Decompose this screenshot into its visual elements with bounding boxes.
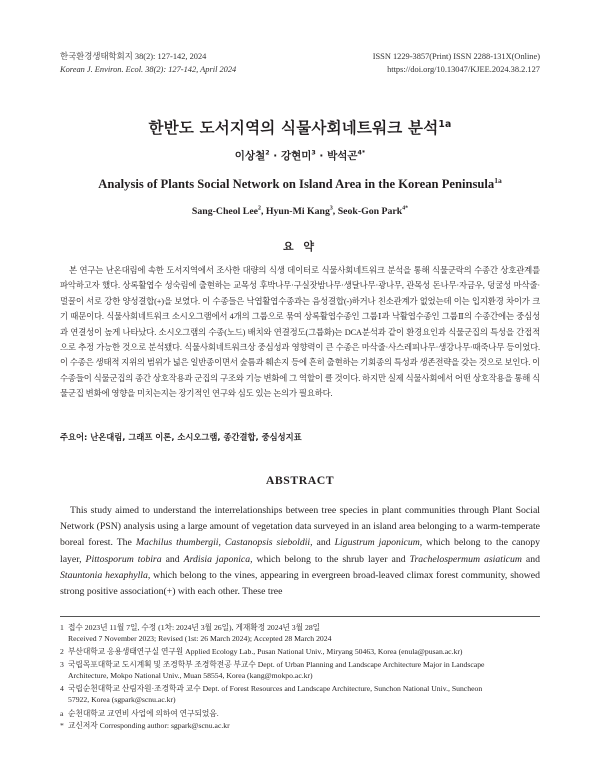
author-separator: · xyxy=(315,150,328,162)
keywords: 주요어: 난온대림, 그래프 이론, 소시오그램, 종간결합, 중심성지표 xyxy=(60,432,302,442)
author-separator: · xyxy=(269,150,281,162)
footnote-text: 접수 2023년 11월 7일, 수정 (1차: 2024년 3월 26일), 게재확정 2024년 3월 28일 xyxy=(68,623,321,632)
footnote-mark: 4 xyxy=(60,684,64,693)
footnote-mark: 1 xyxy=(60,623,64,632)
journal-citation-ko: 한국환경생태학회지 38(2): 127-142, 2024 xyxy=(60,52,207,61)
abstract-text-segment: which belong to the shrub layer and xyxy=(252,553,410,565)
abstract-english-heading: ABSTRACT xyxy=(265,473,335,487)
author-en-affiliation-mark: 3 xyxy=(329,205,333,212)
author-separator: , xyxy=(332,206,338,217)
species-name: Stauntonia hexaphylla, xyxy=(60,569,151,581)
author-ko-affiliation-mark: 4* xyxy=(357,149,366,157)
title-english-footnote-mark: 1a xyxy=(494,175,502,185)
abstract-text-segment: and xyxy=(161,553,184,565)
journal-citation-en: Korean J. Environ. Ecol. 38(2): 127-142, April 2024 xyxy=(60,65,237,74)
title-korean: 한반도 도서지역의 식물사회네트워크 분석$^{1a}$ xyxy=(148,118,452,137)
title-english: Analysis of Plants Social Network on Island Area in the Korean Peninsula$^{1a}$ xyxy=(98,175,502,191)
footnote-mark: a xyxy=(60,709,64,718)
footnote-text: Received 7 November 2023; Revised (1st: 26 March 2024); Accepted 28 March 2024 xyxy=(68,634,332,644)
author-ko-affiliation-mark: 2 xyxy=(265,149,270,157)
footnote-4 xyxy=(60,708,550,719)
species-name: Ligustrum japonicum, xyxy=(334,537,423,549)
footnote-1 xyxy=(60,646,550,657)
author-separator: , xyxy=(260,206,266,217)
species-name: Trachelospermum asiaticum xyxy=(409,553,522,565)
footnote-mark: 3 xyxy=(60,660,64,669)
doi-link[interactable]: https://doi.org/10.13047/KJEE.2024.38.2.127 xyxy=(387,65,540,74)
author-en-affiliation-mark: 4* xyxy=(402,205,409,212)
title-korean-footnote-mark: 1a xyxy=(438,118,452,130)
footnote-text: 국립순천대학교 산림자원·조경학과 교수 Dept. of Forest Resources and Landscape Architecture, Sunchon National Univ., Suncheon xyxy=(68,684,483,693)
abstract-text-segment: and xyxy=(521,553,540,565)
footnote-text: 순천대학교 교연비 사업에 의하여 연구되었음. xyxy=(68,709,219,718)
authors-english xyxy=(0,206,600,217)
issn-line: ISSN 1229-3857(Print) ISSN 2288-131X(Online) xyxy=(372,52,540,61)
footnote-text: 57922, Korea (sgpark@scnu.ac.kr) xyxy=(68,695,176,705)
abstract-english-body xyxy=(60,503,540,600)
footnote-5 xyxy=(60,720,550,731)
abstract-text-segment: which belong to the vines, appearing in evergreen broad-leaved climax forest community, showed strong positive association(+) with each other. These tree xyxy=(60,569,540,598)
author-ko-affiliation-mark: 3 xyxy=(311,149,316,157)
footnote-text: 부산대학교 응용생태연구실 연구원 Applied Ecology Lab., Pusan National Univ., Miryang 50463, Korea (enula@pusan.ac.kr) xyxy=(68,647,463,656)
author-en-affiliation-mark: 2 xyxy=(258,205,261,212)
author-en-name: Seok-Gon Park xyxy=(337,206,403,217)
footnote-text: Architecture, Mokpo National Univ., Muan 58554, Korea (kang@mokpo.ac.kr) xyxy=(68,671,313,681)
species-name: Pittosporum tobira xyxy=(85,553,162,565)
footnote-3 xyxy=(60,683,550,705)
footnote-mark: 2 xyxy=(60,647,64,656)
footnote-divider xyxy=(60,616,540,617)
author-en-name: Hyun-Mi Kang xyxy=(265,206,330,217)
abstract-korean-body: 본 연구는 난온대림에 속한 도서지역에서 조사한 대량의 식생 데이터로 식물사회네트워크 분석을 통해 식물군락의 수종간 상호관계를 파악하고자 했다. 상록활엽수 성숙림에 출현하는 교목성 후박나무·구실잣밤나무·생달나무·광나무, 관목성 돈나무·자금우, 덩굴성 마삭줄·멀꿀이 서로 강한 양성결합(+)을 보였다. 이 수종들은 낙엽활엽수종과는 음성결합(-)하거나 친소관계가 없었는데 이는 입지환경 차이가 크기 때문이다. 식물사회네트워크 소시오그램에서 4개의 그룹으로 묶여 상록활엽수종인 그룹Ⅰ과 낙활엽수종인 그룹Ⅱ의 수종간에는 중심성과 연결성이 높게 나타났다. 소시오그램의 수종(노드) 배치와 연결정도(그룹화)는 DCA분석과 같이 환경요인과 식물군집의 특성을 간접적으로 추정 가능한 것으로 분석됐다. 식물사회네트워크상 중심성과 영향력이 큰 수종은 마삭줄·사스레피나무·생강나무·때죽나무 등이었다. 이 수종은 생태적 지위의 범위가 넓은 일반종이면서 숲틈과 훼손지 등에 흔히 출현하는 기회종의 특성과 생존전략을 갖는 것으로 보인다. 이 수종들이 식물군집의 종간 상호작용과 군집의 구조와 기능 변화에 그 역할이 클 것이다. 하지만 실제 식물사회에서 어떤 상호작용을 통해 식물군집 변화에 영향을 미치는지는 장기적인 연구와 심도 있는 논의가 필요하다. xyxy=(60,266,540,399)
author-ko-name: 이상철 xyxy=(234,150,266,162)
species-name: Ardisia japonica, xyxy=(183,553,253,565)
author-en-name: Sang-Cheol Lee xyxy=(191,206,259,217)
species-name: Machilus thumbergii, Castanopsis sieboldii, xyxy=(135,537,313,549)
abstract-text-segment: and xyxy=(312,537,335,549)
footnote-0 xyxy=(60,622,550,644)
abstract-text-segment: which belong to the canopy layer, xyxy=(60,537,541,565)
abstract-text-segment: This study aimed to understand the interrelationships between tree species in plant communities through Plant Social Network (PSN) analysis using a large amount of vegetation data surveyed in an island area belonging to a warm-temperate boreal forest. The xyxy=(60,505,540,549)
author-ko-name: 강현미 xyxy=(280,150,312,162)
abstract-korean-heading: 요 약 xyxy=(282,240,318,253)
author-ko-name: 박석곤 xyxy=(327,150,358,162)
authors-korean xyxy=(0,148,600,163)
footnote-text: 국립목포대학교 도시계획 및 조경학부 조경학전공 부교수 Dept. of Urban Planning and Landscape Architecture Major in Landscape xyxy=(68,660,485,669)
footnote-text: 교신저자 Corresponding author: sgpark@scnu.ac.kr xyxy=(68,721,230,730)
footnote-2 xyxy=(60,659,550,681)
footnote-mark: * xyxy=(60,721,64,730)
